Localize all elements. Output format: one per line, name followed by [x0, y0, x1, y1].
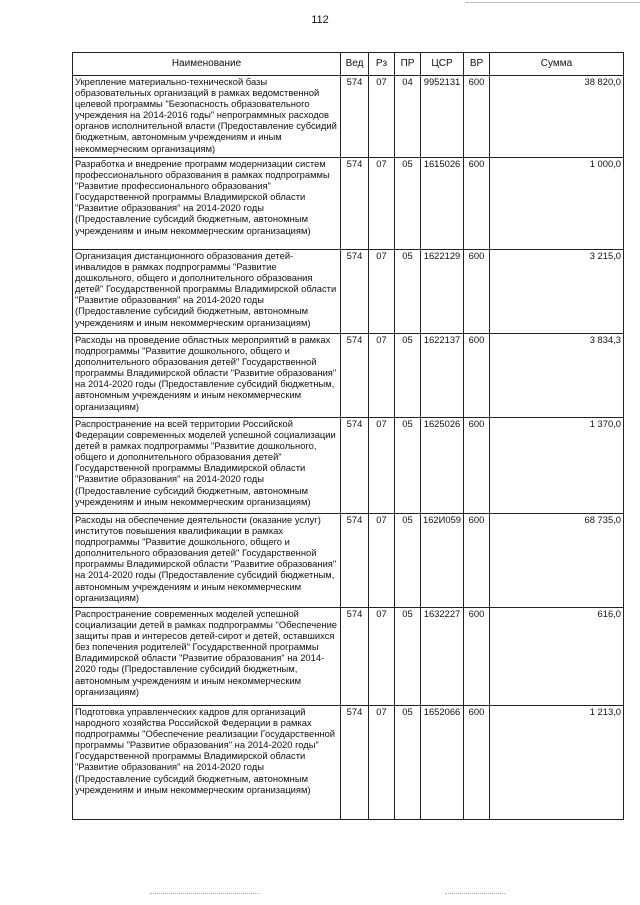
- row-rz: 07: [369, 418, 395, 514]
- scan-edge-line: [465, 2, 640, 3]
- row-csr: 162И059: [421, 514, 464, 608]
- header-ved: Вед: [341, 53, 369, 76]
- row-name: Расходы на обеспечение деятельности (оказание услуг) институтов повышения квалификации в рамках подпрограммы "Развитие дошкольного, общего и дополнительного образования детей" Государственной программы Владимирской области "Развитие образования" на 2014-2020 годы (Предоставление субсидий бюджетным, автономным учреждениям и иным некоммерческим организациям): [73, 514, 341, 608]
- header-rz: Рз: [369, 53, 395, 76]
- header-vr: ВР: [464, 53, 490, 76]
- table-row: [73, 76, 624, 158]
- scan-mark-line: [445, 893, 505, 894]
- table-row: [73, 334, 624, 418]
- row-csr: 1615026: [421, 158, 464, 250]
- budget-table: [72, 52, 624, 820]
- row-name: Подготовка управленческих кадров для организаций народного хозяйства Российской Федерации в рамках подпрограммы "Обеспечение реализации Государственной программы "Развитие образования" на 2014-2020 годы" Государственной программы Владимирской области "Развитие образования" на 2014-2020 годы (Предоставление субсидий бюджетным, автономным учреждениям и иным некоммерческим организациям): [73, 706, 341, 820]
- row-vr: 600: [464, 334, 490, 418]
- row-ved: 574: [341, 76, 369, 158]
- row-pr: 05: [395, 514, 421, 608]
- row-name: Укрепление материально-технической базы образовательных организаций в рамках ведомственной целевой программы "Безопасность образовательного учреждения на 2014-2016 годы" непрограммных расходов органов исполнительной власти (Предоставление субсидий бюджетным, автономным учреждениям и иным некоммерческим организациям): [73, 76, 341, 158]
- row-rz: 07: [369, 608, 395, 706]
- row-ved: 574: [341, 608, 369, 706]
- row-sum: 1 370,0: [490, 418, 624, 514]
- row-name: Распространение современных моделей успешной социализации детей в рамках подпрограммы "Обеспечение защиты прав и интересов детей-сирот и детей, оставшихся без попечения родителей" Государственной программы Владимирской области "Развитие образования" на 2014-2020 годы (Предоставление субсидий бюджетным, автономным учреждениям и иным некоммерческим организациям): [73, 608, 341, 706]
- row-rz: 07: [369, 76, 395, 158]
- row-ved: 574: [341, 158, 369, 250]
- table-row: [73, 608, 624, 706]
- row-rz: 07: [369, 706, 395, 820]
- row-csr: 1652066: [421, 706, 464, 820]
- row-ved: 574: [341, 706, 369, 820]
- table-row: [73, 418, 624, 514]
- row-vr: 600: [464, 514, 490, 608]
- table-row: [73, 250, 624, 334]
- row-sum: 3 834,3: [490, 334, 624, 418]
- row-pr: 05: [395, 250, 421, 334]
- row-name: Разработка и внедрение программ модернизации систем профессионального образования в рамках подпрограммы "Развитие профессионального образования" Государственной программы Владимирской области "Развитие образования" на 2014-2020 годы (Предоставление субсидий бюджетным, автономным учреждениям и иным некоммерческим организациям): [73, 158, 341, 250]
- row-name: Распространение на всей территории Российской Федерации современных моделей успешной социализации детей в рамках подпрограммы "Развитие дошкольного, общего и дополнительного образования детей" Государственной программы Владимирской области "Развитие образования" на 2014-2020 годы (Предоставление субсидий бюджетным, автономным учреждениям и иным некоммерческим организациям): [73, 418, 341, 514]
- table-row: [73, 706, 624, 820]
- row-csr: 1622137: [421, 334, 464, 418]
- row-csr: 1622129: [421, 250, 464, 334]
- row-vr: 600: [464, 418, 490, 514]
- row-csr: 1625026: [421, 418, 464, 514]
- row-sum: 68 735,0: [490, 514, 624, 608]
- row-rz: 07: [369, 250, 395, 334]
- row-ved: 574: [341, 250, 369, 334]
- row-rz: 07: [369, 514, 395, 608]
- table-row: [73, 514, 624, 608]
- row-sum: 1 213,0: [490, 706, 624, 820]
- row-pr: 05: [395, 608, 421, 706]
- row-rz: 07: [369, 158, 395, 250]
- header-name: Наименование: [73, 53, 341, 76]
- row-pr: 05: [395, 334, 421, 418]
- row-ved: 574: [341, 334, 369, 418]
- page-number: 112: [311, 14, 329, 26]
- row-pr: 05: [395, 158, 421, 250]
- row-pr: 05: [395, 418, 421, 514]
- row-sum: 3 215,0: [490, 250, 624, 334]
- row-vr: 600: [464, 608, 490, 706]
- row-sum: 1 000,0: [490, 158, 624, 250]
- row-vr: 600: [464, 250, 490, 334]
- row-vr: 600: [464, 76, 490, 158]
- row-csr: 1632227: [421, 608, 464, 706]
- row-sum: 616,0: [490, 608, 624, 706]
- row-pr: 05: [395, 706, 421, 820]
- row-vr: 600: [464, 158, 490, 250]
- table-header-row: [73, 53, 624, 76]
- row-sum: 38 820,0: [490, 76, 624, 158]
- row-name: Расходы на проведение областных мероприятий в рамках подпрограммы "Развитие дошкольного, общего и дополнительного образования детей" Государственной программы Владимирской области "Развитие образования" на 2014-2020 годы (Предоставление субсидий бюджетным, автономным учреждениям и иным некоммерческим организациям): [73, 334, 341, 418]
- row-ved: 574: [341, 418, 369, 514]
- header-sum: Сумма: [490, 53, 624, 76]
- row-ved: 574: [341, 514, 369, 608]
- scan-mark-line: [150, 893, 260, 894]
- row-rz: 07: [369, 334, 395, 418]
- row-pr: 04: [395, 76, 421, 158]
- row-name: Организация дистанционного образования детей-инвалидов в рамках подпрограммы "Развитие дошкольного, общего и дополнительного образования детей" Государственной программы Владимирской области "Развитие образования" на 2014-2020 годы (Предоставление субсидий бюджетным, автономным учреждениям и иным некоммерческим организациям): [73, 250, 341, 334]
- header-pr: ПР: [395, 53, 421, 76]
- header-csr: ЦСР: [421, 53, 464, 76]
- row-vr: 600: [464, 706, 490, 820]
- table-row: [73, 158, 624, 250]
- row-csr: 9952131: [421, 76, 464, 158]
